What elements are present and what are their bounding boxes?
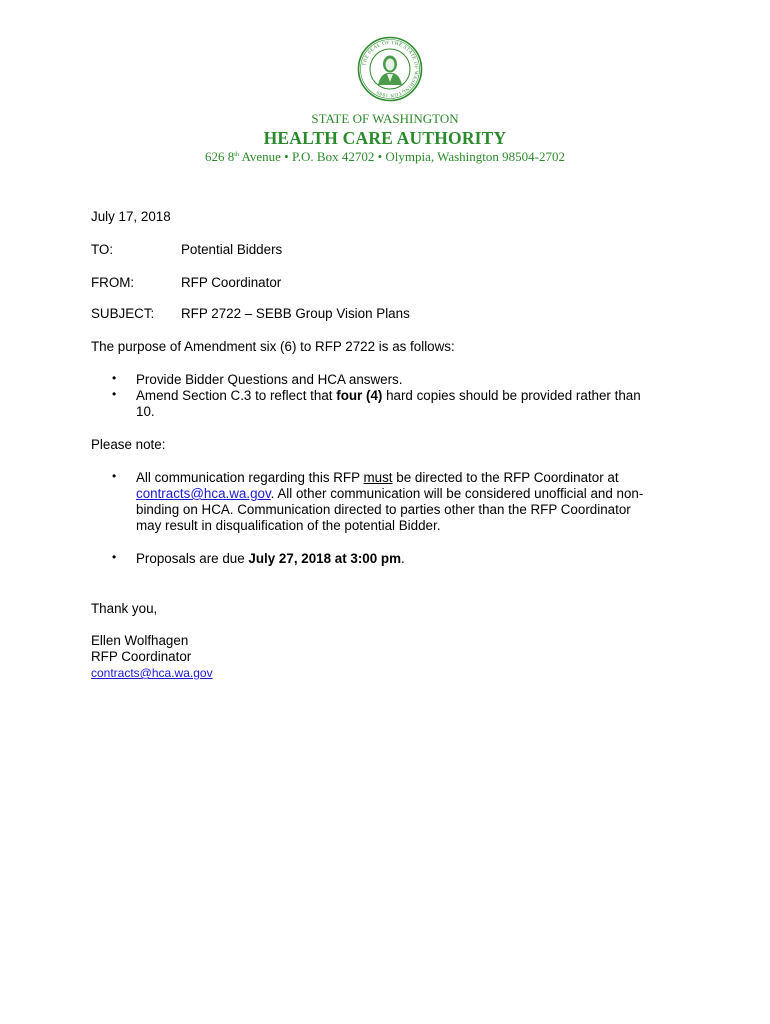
letterhead-address: 626 8th Avenue • P.O. Box 42702 • Olympia, Washington 98504-2702 <box>205 149 565 164</box>
signer-email-link[interactable]: contracts@hca.wa.gov <box>91 666 213 680</box>
letterhead-agency: HEALTH CARE AUTHORITY <box>263 128 507 148</box>
list-item: Amend Section C.3 to reflect that four (4) hard copies should be provided rather than <box>136 388 641 403</box>
bullet-dot: • <box>112 371 117 385</box>
list-item: All communication regarding this RFP must be directed to the RFP Coordinator at <box>136 470 619 485</box>
please-note-heading: Please note: <box>91 437 166 452</box>
signer-title: RFP Coordinator <box>91 649 192 664</box>
signer-name: Ellen Wolfhagen <box>91 633 189 648</box>
to-label: TO: <box>91 242 114 257</box>
list-item-continuation: 10. <box>136 404 155 419</box>
email-link[interactable]: contracts@hca.wa.gov <box>136 486 271 501</box>
list-item-continuation: contracts@hca.wa.gov. All other communication will be considered unofficial and non- <box>136 486 644 501</box>
from-label: FROM: <box>91 275 135 290</box>
from-value: RFP Coordinator <box>181 275 282 290</box>
to-value: Potential Bidders <box>181 242 283 257</box>
list-item-continuation: may result in disqualification of the potential Bidder. <box>136 518 441 533</box>
subject-value: RFP 2722 – SEBB Group Vision Plans <box>181 306 410 321</box>
list-item-continuation: binding on HCA. Communication directed to parties other than the RFP Coordinator <box>136 502 631 517</box>
svg-text:THE SEAL OF THE STATE OF WASHI: THE SEAL OF THE STATE OF WASHINGTON 1889 <box>362 40 419 98</box>
letterhead-state: STATE OF WASHINGTON <box>311 111 459 126</box>
bullet-dot: • <box>112 387 117 401</box>
list-item: Provide Bidder Questions and HCA answers. <box>136 372 403 387</box>
subject-label: SUBJECT: <box>91 306 155 321</box>
bullet-dot: • <box>112 469 117 483</box>
bullet-dot: • <box>112 550 117 564</box>
purpose-paragraph: The purpose of Amendment six (6) to RFP 2722 is as follows: <box>91 339 455 354</box>
state-seal-icon <box>357 36 423 102</box>
closing: Thank you, <box>91 601 158 616</box>
memo-date: July 17, 2018 <box>91 209 171 224</box>
list-item: Proposals are due July 27, 2018 at 3:00 pm. <box>136 551 405 566</box>
